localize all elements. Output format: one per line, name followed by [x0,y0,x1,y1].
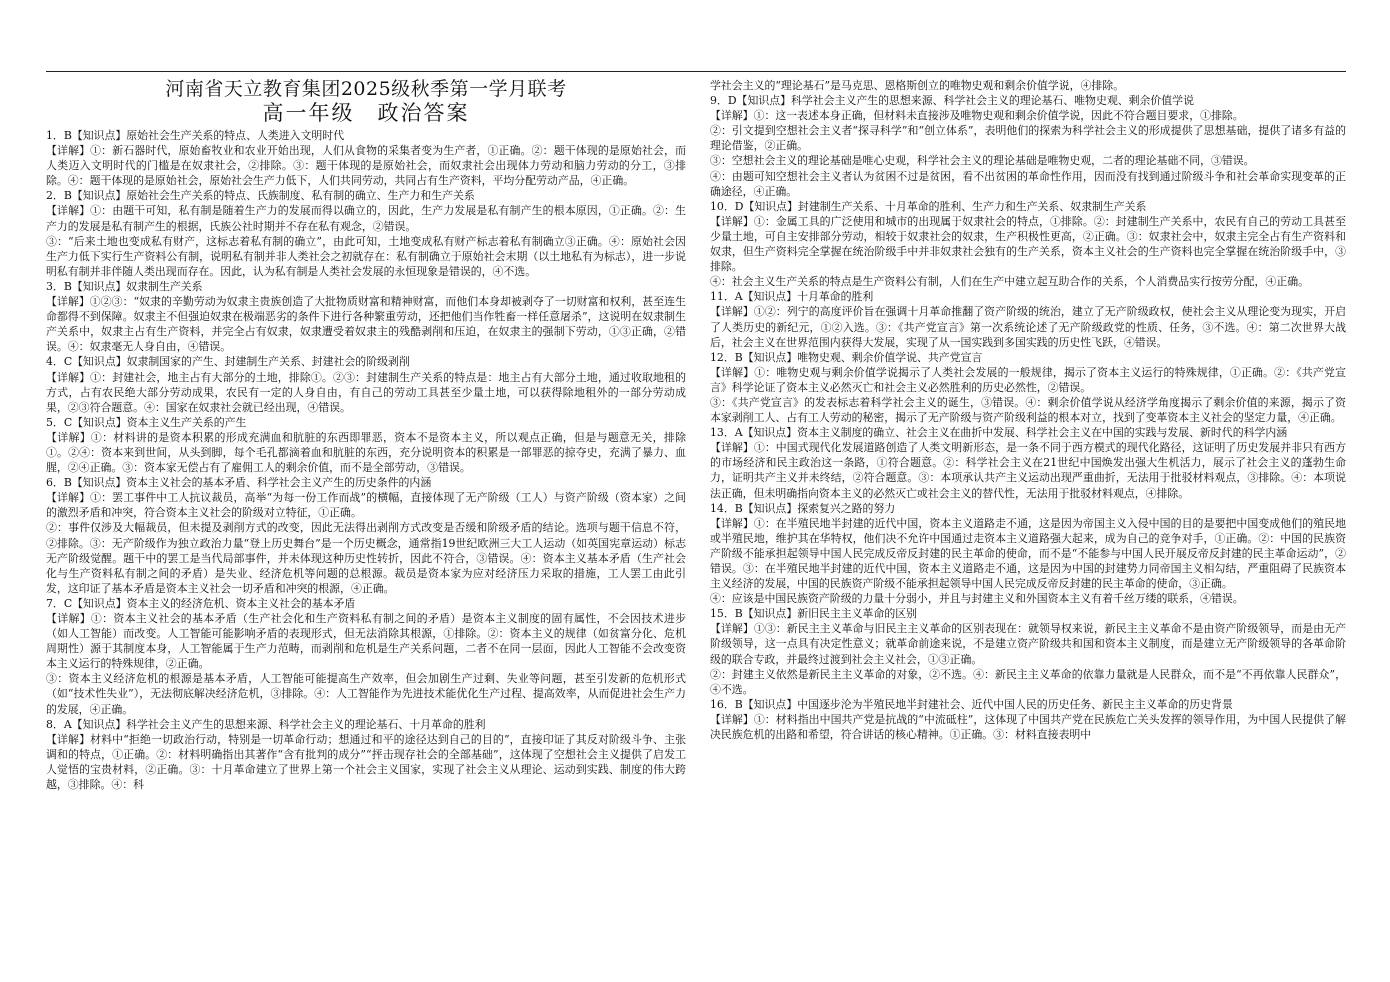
explanation-paragraph: 【详解】①：在半殖民地半封建的近代中国，资本主义道路走不通，这是因为帝国主义入侵中国的目的是要把中国变成他们的殖民地或半殖民地，维护其在华特权，他们决不允许中国通过走资本主义道路强大起来，成为自己的竞争对手，①正确。②：中国的民族资产阶级不能承担起领导中国人民完成反帝反封建的民主革命的使命，而不是“不能参与中国人民开展反帝反封建的民主革命运动”，②错误。③：在半殖民地半封建的近代中国，资本主义道路走不通，这是因为中国的封建势力同帝国主义相勾结，严重阻碍了民族资本主义经济的发展，中国的民族资产阶级不能承担起领导中国人民完成反帝反封建的民主革命的使命，③正确。 [710,516,1346,591]
explanation-paragraph: 【详解】①：材料讲的是资本积累的形成充满血和肮脏的东西即罪恶，资本不是资本主义，所以观点正确，但是与题意无关，排除①。②④：资本来到世间，从头到脚，每个毛孔都滴着血和肮脏的东西，充分说明资本的积累是一部罪恶的掠夺史，充满了暴力、血腥，②④正确。③：资本家无偿占有了雇佣工人的剩余价值，而不是全部劳动，③错误。 [46,430,686,475]
explanation-paragraph: 【详解】①②：列宁的高度评价旨在强调十月革命推翻了资产阶级的统治，建立了无产阶级政权，使社会主义从理论变为现实，开启了人类历史的新纪元，①②入选。③：《共产党宣言》第一次系统论述了无产阶级政党的性质、任务，③不选。④：第二次世界大战后，社会主义在世界范围内获得大发展，实现了从一国实践到多国实践的历史性飞跃，④错误。 [710,305,1346,349]
explanation-paragraph: 【详解】①②③：“奴隶的辛勤劳动为奴隶主贵族创造了大批物质财富和精神财富，而他们本身却被剥夺了一切财富和权利，甚至连生命都得不到保障。奴隶主不但强迫奴隶在极端恶劣的条件下进行各种繁重劳动，还把他们当作牲畜一样任意屠杀”，这说明在奴隶制生产关系中，奴隶主占有生产资料，并完全占有奴隶，奴隶遭受着奴隶主的残酷剥削和压迫，在奴隶主的强制下劳动，①③正确，②错误。④：奴隶毫无人身自由，④错误。 [46,295,686,354]
explanation-paragraph: ②：封建主义依然是新民主主义革命的对象，②不选。④：新民主主义革命的依靠力量就是人民群众，而不是“不再依靠人民群众”，④不选。 [710,667,1346,696]
explanation-paragraph: 【详解】材料中“拒绝一切政治行动，特别是一切革命行动；想通过和平的途径达到自己的目的”，直接印证了其反对阶级斗争、主张调和的特点，①正确。②：材料明确指出其著作“含有批判的成分”“抨击现存社会的全部基础”，这体现了空想社会主义提供了启发工人觉悟的宝贵材料，②正确。③：十月革命建立了世界上第一个社会主义国家，实现了社会主义从理论、运动到实践、制度的伟大跨越，③排除。④：科 [46,732,686,792]
question-heading: 9．D【知识点】科学社会主义产生的思想来源、科学社会主义的理论基石、唯物史观、剩余价值学说 [710,94,1194,108]
explanation-paragraph: 【详解】①：金属工具的广泛使用和城市的出现属于奴隶社会的特点，①排除。②：封建制生产关系中，农民有自己的劳动工具甚至少量土地，可自主安排部分劳动，相较于奴隶社会的奴隶，生产积极性更高，②正确。③：奴隶社会中，奴隶主完全占有生产资料和奴隶，但生产资料完全掌握在统治阶级手中并非奴隶社会独有的生产关系，资本主义社会的生产资料也完全掌握在统治阶级手中，③排除。 [710,214,1346,274]
explanation-paragraph: 【详解】①：封建社会，地主占有大部分的土地，排除①。②③：封建制生产关系的特点是：地主占有大部分土地，通过收取地租的方式，占有农民绝大部分劳动成果，农民有一定的人身自由，有自己的劳动工具甚至少量土地，可以获得除地租外的一部分劳动成果，②③符合题意。④：国家在奴隶社会就已经出现，④错误。 [46,370,686,414]
question-heading: 6．B【知识点】资本主义社会的基本矛盾、科学社会主义产生的历史条件的内涵 [46,476,432,490]
question-heading: 7．C【知识点】资本主义的经济危机、资本主义社会的基本矛盾 [46,596,356,610]
explanation-paragraph: ③：“后来土地也变成私有财产，这标志着私有制的确立”，由此可知，土地变成私有财产标志着私有制确立③正确。④：原始社会因生产力低下实行生产资料公有制，说明私有制并非人类社会之初就存在：私有制确立于原始社会末期（以土地私有为标志），进一步说明私有制并非伴随人类出现而存在。因此，认为私有制是人类社会发展的永恒现象是错误的，④不选。 [46,234,686,278]
left-column [46,78,686,958]
explanation-paragraph: ③：资本主义经济危机的根源是基本矛盾，人工智能可能提高生产效率，但会加剧生产过剩、失业等问题，甚至引发新的危机形式（如“技术性失业”），无法彻底解决经济危机，③排除。④：人工智能作为先进技术能优化生产过程、提高效率，从而促进社会生产力的发展，④正确。 [46,672,686,716]
explanation-paragraph: ④：由题可知空想社会主义者认为贫困不过是贫困，看不出贫困的革命性作用，因而没有找到通过阶级斗争和社会革命实现变革的正确途径，④正确。 [710,169,1346,198]
explanation-paragraph: ②：引文提到空想社会主义者“探寻科学”和“创立体系”，表明他们的探索为科学社会主义的形成提供了思想基础，提供了诸多有益的理论借鉴，②正确。 [710,124,1346,153]
left-column-body [46,128,686,792]
explanation-paragraph: 【详解】①：罢工事件中工人抗议裁员，高举“为每一份工作而战”的横幅，直接体现了无产阶级（工人）与资产阶级（资本家）之间的激烈矛盾和冲突，符合资本主义社会的阶级对立特征，①正确。 [46,491,686,520]
explanation-paragraph: 学社会主义的“理论基石”是马克思、恩格斯创立的唯物史观和剩余价值学说，④排除。 [710,79,1125,92]
question-heading: 3．B【知识点】奴隶制生产关系 [46,279,203,293]
top-rule [46,71,1346,72]
question-heading: 12．B【知识点】唯物史观、剩余价值学说、共产党宣言 [710,350,983,364]
question-heading: 8．A【知识点】科学社会主义产生的思想来源、科学社会主义的理论基石、十月革命的胜利 [46,717,486,731]
question-heading: 16．B【知识点】中国逐步沦为半殖民地半封建社会、近代中国人民的历史任务、新民主主义革命的历史背景 [710,697,1233,711]
explanation-paragraph: ②：事件仅涉及大幅裁员，但未提及剥削方式的改变，因此无法得出剥削方式改变是否缓和阶级矛盾的结论。选项与题干信息不符，②排除。③：无产阶级作为独立政治力量“登上历史舞台”是一个历史概念，通常指19世纪欧洲三大工人运动（如英国宪章运动）标志无产阶级觉醒。题干中的罢工是当代局部事件，并未体现这种历史性转折，因此不符合，③错误。④：资本主义基本矛盾（生产社会化与生产资料私有制之间的矛盾）是失业、经济危机等问题的总根源。裁员是资本家为应对经济压力采取的措施，工人罢工由此引发，这印证了基本矛盾是资本主义社会一切矛盾和冲突的根源，④正确。 [46,521,686,595]
question-heading: 15．B【知识点】新旧民主主义革命的区别 [710,607,918,621]
document-subtitle: 高一年级 政治答案 [262,101,470,125]
document-title: 河南省天立教育集团2025级秋季第一学月联考 [165,78,567,100]
question-heading: 14．B【知识点】探索复兴之路的努力 [710,501,896,515]
explanation-paragraph: 【详解】①：资本主义社会的基本矛盾（生产社会化和生产资料私有制之间的矛盾）是资本主义制度的固有属性，不会因技术进步（如人工智能）而改变。人工智能可能影响矛盾的表现形式，但无法消除其根源，①排除。②：资本主义的规律（如贫富分化、危机周期性）源于其制度本身，人工智能属于生产力范畴，而剥削和危机是生产关系问题，二者不在同一层面，因此人工智能不会改变资本主义运行的特殊规律，②正确。 [46,612,686,671]
explanation-paragraph: 【详解】①：材料指出中国共产党是抗战的“中流砥柱”，这体现了中国共产党在民族危亡关头发挥的领导作用，为中国人民提供了解决民族危机的出路和希望，符合讲话的核心精神。①正确。③：材料直接表明中 [710,712,1346,742]
question-heading: 5．C【知识点】资本主义生产关系的产生 [46,415,247,429]
explanation-paragraph: 【详解】①：这一表述本身正确，但材料未直接涉及唯物史观和剩余价值学说，因此不符合题目要求，①排除。 [710,109,1244,123]
question-heading: 2．B【知识点】原始社会生产关系的特点、氏族制度、私有制的确立、生产力和生产关系 [46,189,475,203]
explanation-paragraph: ③：《共产党宣言》的发表标志着科学社会主义的诞生，③错误。④：剩余价值学说从经济学角度揭示了剩余价值的来源，揭示了资本家剥削工人、占有工人劳动的秘密，揭示了无产阶级与资产阶级利益的根本对立，找到了变革资本主义社会的坚定力量，④正确。 [710,395,1346,425]
explanation-paragraph: ③：空想社会主义的理论基础是唯心史观，科学社会主义的理论基础是唯物史观，二者的理论基础不同，③错误。 [710,154,1255,168]
explanation-paragraph: ④：社会主义生产关系的特点是生产资料公有制，人们在生产中建立起互助合作的关系，个人消费品实行按劳分配，④正确。 [710,275,1309,289]
right-column [710,78,1346,958]
explanation-paragraph: ④：应该是中国民族资产阶级的力量十分弱小，并且与封建主义和外国资本主义有着千丝万缕的联系，④错误。 [710,592,1244,606]
question-heading: 10．D【知识点】封建制生产关系、十月革命的胜利、生产力和生产关系、奴隶制生产关系 [710,199,1147,213]
explanation-paragraph: 【详解】①：唯物史观与剩余价值学说揭示了人类社会发展的一般规律，揭示了资本主义运行的特殊规律，①正确。②：《共产党宣言》科学论证了资本主义必然灭亡和社会主义必然胜利的历史必然性，②错误。 [710,365,1346,394]
explanation-paragraph: 【详解】①③：新民主主义革命与旧民主主义革命的区别表现在：就领导权来说，新民主主义革命不是由资产阶级领导，而是由无产阶级领导，这一点具有决定性意义；就革命前途来说，不是建立资产阶级共和国和资本主义制度，而是建立无产阶级领导的各革命阶级的联合专政，并最终过渡到社会主义社会，①③正确。 [710,622,1346,666]
question-heading: 4．C【知识点】奴隶制国家的产生、封建制生产关系、封建社会的阶级剥削 [46,355,410,369]
question-heading: 13．A【知识点】资本主义制度的确立、社会主义在曲折中发展、科学社会主义在中国的实践与发展、新时代的科学内涵 [710,426,1288,440]
explanation-paragraph: 【详解】①：由题干可知，私有制是随着生产力的发展而得以确立的，因此，生产力发展是私有制产生的根本原因，①正确。②：生产力的发展是私有制产生的根据，氏族公社时期并不存在私有观念，②错误。 [46,204,686,233]
question-heading: 11．A【知识点】十月革命的胜利 [710,290,874,304]
explanation-paragraph: 【详解】①：新石器时代，原始畜牧业和农业开始出现，人们从食物的采集者变为生产者，①正确。②：题干体现的是原始社会，而人类迈入文明时代的门槛是在奴隶社会，②排除。③：题干体现的是原始社会，而奴隶社会出现体力劳动和脑力劳动的分工，③排除。④：题干体现的是原始社会，原始社会生产力低下，人们共同劳动，共同占有生产资料，平均分配劳动产品，④正确。 [46,144,686,188]
right-column-body [710,78,1346,742]
question-heading: 1．B【知识点】原始社会生产关系的特点、人类进入文明时代 [46,129,345,142]
explanation-paragraph: 【详解】①：中国式现代化发展道路创造了人类文明新形态，是一条不同于西方模式的现代化路径，这证明了历史发展并非只有西方的市场经济和民主政治这一条路，①符合题意。②：科学社会主义在21世纪中国焕发出强大生机活力，展示了社会主义的蓬勃生命力，证明共产主义并未终结，②符合题意。③：本项承认共产主义运动出现严重曲折，无法用于批驳材料观点，③排除。④：本项说法正确，但未明确指向资本主义的必然灭亡或社会主义的替代性，无法用于批驳材料观点，④排除。 [710,441,1346,500]
